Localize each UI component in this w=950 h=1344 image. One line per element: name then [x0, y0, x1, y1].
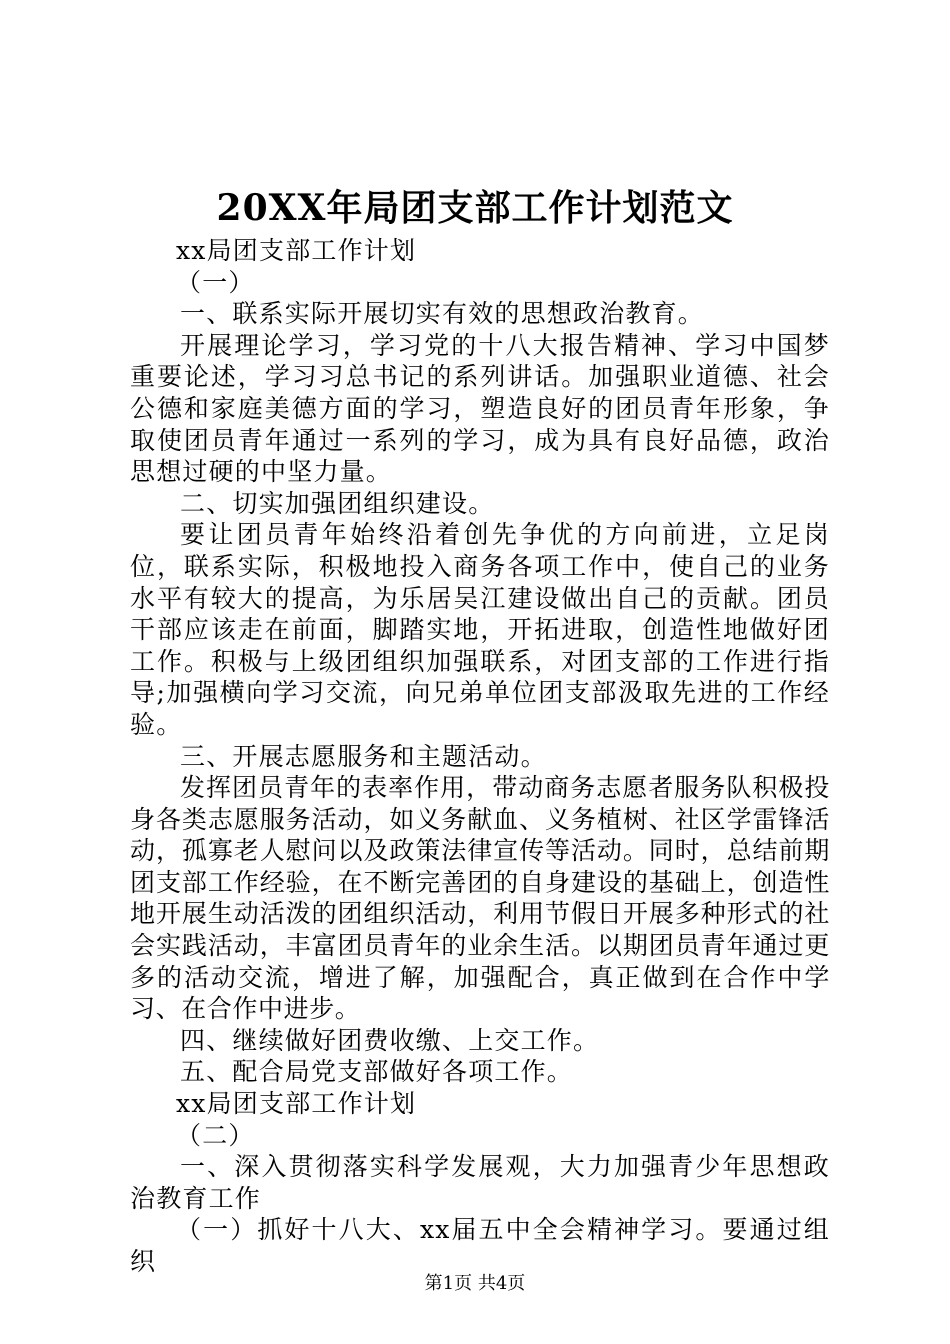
- item-heading: 一、联系实际开展切实有效的思想政治教育。: [180, 299, 705, 329]
- item-heading: 一、深入贯彻落实科学发展观，大力加强青少年思想政治教育工作: [130, 1152, 830, 1213]
- section-heading: xx局团支部工作计划: [176, 236, 417, 265]
- item-heading: 二、切实加强团组织建设。: [180, 488, 495, 518]
- section-number: （一）: [176, 267, 255, 297]
- section-heading: xx局团支部工作计划: [176, 1089, 417, 1119]
- section-number: （二）: [176, 1120, 255, 1150]
- item-heading: 三、开展志愿服务和主题活动。: [180, 741, 547, 771]
- item-heading: 四、继续做好团费收缴、上交工作。: [180, 1025, 600, 1055]
- document-body: [130, 235, 830, 1278]
- item-heading: 五、配合局党支部做好各项工作。: [180, 1057, 574, 1087]
- body-paragraph: 发挥团员青年的表率作用，带动商务志愿者服务队积极投身各类志愿服务活动，如义务献血、义务植树、社区学雷锋活动，孤寡老人慰问以及政策法律宣传等活动。同时，总结前期团支部工作经验，在不断完善团的自身建设的基础上，创造性地开展生动活泼的团组织活动，利用节假日开展多种形式的社会实践活动，丰富团员青年的业余生活。以期团员青年通过更多的活动交流，增进了解，加强配合，真正做到在合作中学习、在合作中进步。: [130, 773, 830, 1024]
- body-paragraph: （一）抓好十八大、xx届五中全会精神学习。要通过组织: [130, 1215, 830, 1276]
- document-title: 20XX年局团支部工作计划范文: [216, 187, 734, 229]
- body-paragraph: 开展理论学习，学习党的十八大报告精神、学习中国梦重要论述，学习习总书记的系列讲话。加强职业道德、社会公德和家庭美德方面的学习，塑造良好的团员青年形象，争取使团员青年通过一系列的学习，成为具有良好品德，政治思想过硬的中坚力量。: [130, 330, 830, 487]
- body-paragraph: 要让团员青年始终沿着创先争优的方向前进，立足岗位，联系实际，积极地投入商务各项工作中，使自己的业务水平有较大的提高，为乐居吴江建设做出自己的贡献。团员干部应该走在前面，脚踏实地，开拓进取，创造性地做好团工作。积极与上级团组织加强联系，对团支部的工作进行指导;加强横向学习交流，向兄弟单位团支部汲取先进的工作经验。: [130, 520, 830, 739]
- page-footer: 第1页 共4页: [424, 1273, 526, 1294]
